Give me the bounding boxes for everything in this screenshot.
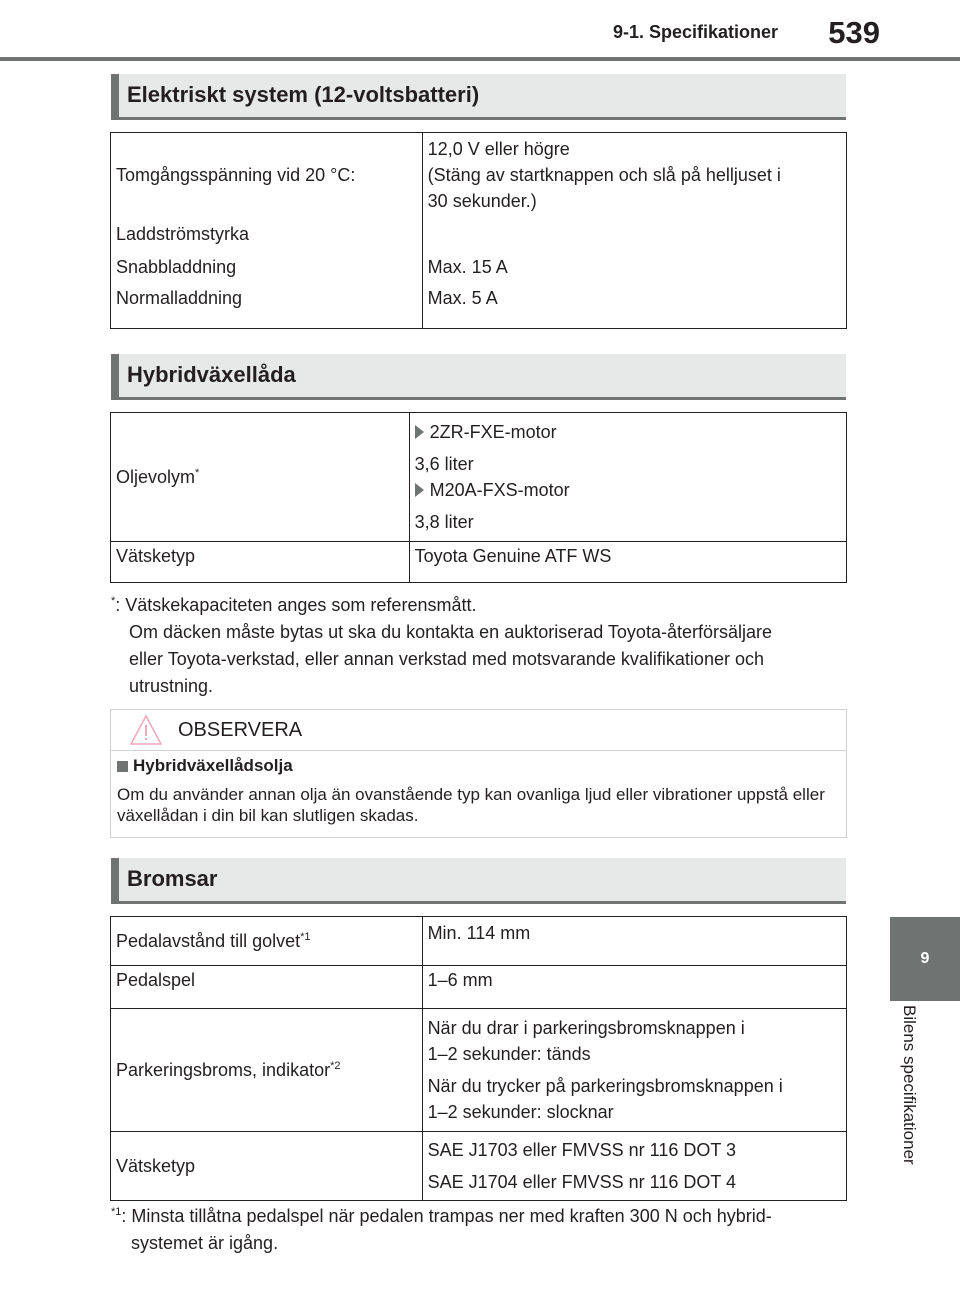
brakes-table xyxy=(110,916,847,1201)
heading-bar xyxy=(111,354,119,397)
normal-charge-label: Normalladdning xyxy=(116,288,243,308)
parking-brake-text: 1–2 sekunder: slocknar xyxy=(427,1102,614,1122)
heading-bar xyxy=(111,858,119,901)
table-row xyxy=(111,251,847,284)
table-cell xyxy=(422,133,846,218)
table-cell xyxy=(111,966,423,1009)
brake-fluid-value: SAE J1704 eller FMVSS nr 116 DOT 4 xyxy=(427,1172,737,1192)
table-cell xyxy=(422,1132,846,1201)
heading-transmission-title: Hybridväxellåda xyxy=(127,362,296,387)
footnote-text: utrustning. xyxy=(129,676,214,696)
table-cell xyxy=(111,251,423,284)
pedal-play-label: Pedalspel xyxy=(116,970,196,990)
table-cell xyxy=(111,133,423,218)
charge-current-label: Laddströmstyrka xyxy=(116,223,250,244)
chapter-label: Bilens specifikationer xyxy=(900,1005,919,1165)
footnote-marker: *2 xyxy=(330,1059,341,1072)
engine-1-label: 2ZR-FXE-motor xyxy=(429,422,557,442)
heading-electrical xyxy=(111,74,846,120)
table-cell xyxy=(422,1009,846,1132)
table-row xyxy=(111,917,847,966)
idle-voltage-value: 12,0 V eller högre xyxy=(427,139,570,159)
quick-charge-value: Max. 15 A xyxy=(427,257,508,277)
table-cell xyxy=(111,542,410,583)
table-cell xyxy=(422,966,846,1009)
parking-brake-text: När du trycker på parkeringsbromsknappen i xyxy=(427,1076,783,1096)
table-row xyxy=(111,413,847,542)
notice-subtitle: Hybridväxellådsolja xyxy=(133,756,293,775)
notice-header xyxy=(111,710,846,751)
heading-brakes-title: Bromsar xyxy=(127,866,218,891)
table-row xyxy=(111,217,847,251)
footnote-text: systemet är igång. xyxy=(131,1233,279,1253)
table-cell xyxy=(422,251,846,284)
footnote-marker: *1 xyxy=(111,1206,122,1218)
triangle-bullet-icon xyxy=(415,425,424,439)
table-cell xyxy=(111,217,423,251)
warning-triangle-icon xyxy=(129,713,163,747)
heading-bar xyxy=(111,74,119,117)
table-cell xyxy=(111,1132,423,1201)
table-row xyxy=(111,1132,847,1201)
page-number: 539 xyxy=(828,15,880,50)
fluid-type-value: Toyota Genuine ATF WS xyxy=(414,546,612,566)
chapter-number: 9 xyxy=(920,950,930,967)
table-cell xyxy=(422,217,846,251)
section-title: 9-1. Specifikationer xyxy=(612,22,778,42)
heading-electrical-title: Elektriskt system (12-voltsbatteri) xyxy=(127,82,480,107)
idle-voltage-note: (Stäng av startknappen och slå på helljuset i xyxy=(427,165,781,185)
footnote-text: Om däcken måste bytas ut ska du kontakta en auktoriserad Toyota-återförsäljare xyxy=(129,622,772,642)
notice-title: OBSERVERA xyxy=(178,719,303,741)
table-cell xyxy=(111,413,410,542)
idle-voltage-note-2: 30 sekunder.) xyxy=(427,191,537,211)
table-cell xyxy=(111,284,423,329)
table-cell xyxy=(111,1009,423,1132)
parking-brake-text: När du drar i parkeringsbromsknappen i xyxy=(427,1018,745,1038)
footnote-text: eller Toyota-verkstad, eller annan verkstad med motsvarande kvalifikationer och xyxy=(129,649,764,669)
oil-volume-label: Oljevolym xyxy=(116,466,196,487)
table-row xyxy=(111,966,847,1009)
table-row xyxy=(111,1009,847,1132)
brake-fluid-value: SAE J1703 eller FMVSS nr 116 DOT 3 xyxy=(427,1140,737,1160)
parking-brake-text: 1–2 sekunder: tänds xyxy=(427,1044,591,1064)
notice-box xyxy=(110,709,847,838)
table-row xyxy=(111,284,847,329)
heading-transmission xyxy=(111,354,846,400)
header-rule xyxy=(0,57,960,61)
chapter-tab xyxy=(890,917,960,1001)
square-bullet-icon xyxy=(117,761,128,772)
footnote-text: : Minsta tillåtna pedalspel när pedalen trampas ner med kraften 300 N och hybrid- xyxy=(121,1206,772,1226)
engine-2-label: M20A-FXS-motor xyxy=(429,480,570,500)
parking-brake-label: Parkeringsbroms, indikator xyxy=(116,1059,331,1080)
pedal-play-value: 1–6 mm xyxy=(427,970,493,990)
triangle-bullet-icon xyxy=(415,483,424,497)
table-cell xyxy=(409,542,846,583)
heading-brakes xyxy=(111,858,846,904)
table-cell xyxy=(409,413,846,542)
transmission-table xyxy=(110,412,847,583)
footnote-text: : Vätskekapaciteten anges som referensmått. xyxy=(115,595,477,615)
idle-voltage-label: Tomgångsspänning vid 20 °C: xyxy=(116,164,356,185)
table-row xyxy=(111,133,847,218)
footnote-oil xyxy=(111,588,772,700)
footnote-pedal xyxy=(111,1199,772,1257)
table-cell xyxy=(422,917,846,966)
electrical-table xyxy=(110,132,847,329)
brake-fluid-label: Vätsketyp xyxy=(116,1155,196,1176)
normal-charge-value: Max. 5 A xyxy=(427,288,498,308)
footnote-marker: * xyxy=(111,595,116,607)
quick-charge-label: Snabbladdning xyxy=(116,257,237,277)
pedal-clearance-label: Pedalavstånd till golvet xyxy=(116,930,301,951)
oil-volume-2: 3,8 liter xyxy=(414,512,474,532)
footnote-marker: *1 xyxy=(300,930,311,943)
table-cell xyxy=(111,917,423,966)
oil-volume-1: 3,6 liter xyxy=(414,454,474,474)
table-cell xyxy=(422,284,846,329)
fluid-type-label: Vätsketyp xyxy=(116,546,196,566)
notice-body: Om du använder annan olja än ovanstående typ kan ovanliga ljud eller vibrationer uppstå eller växellådan i din bil kan slutligen skadas. xyxy=(117,785,825,825)
engine-variant xyxy=(415,477,846,503)
table-row xyxy=(111,542,847,583)
pedal-clearance-value: Min. 114 mm xyxy=(427,923,531,943)
footnote-marker: * xyxy=(195,466,200,479)
engine-variant xyxy=(415,419,846,445)
